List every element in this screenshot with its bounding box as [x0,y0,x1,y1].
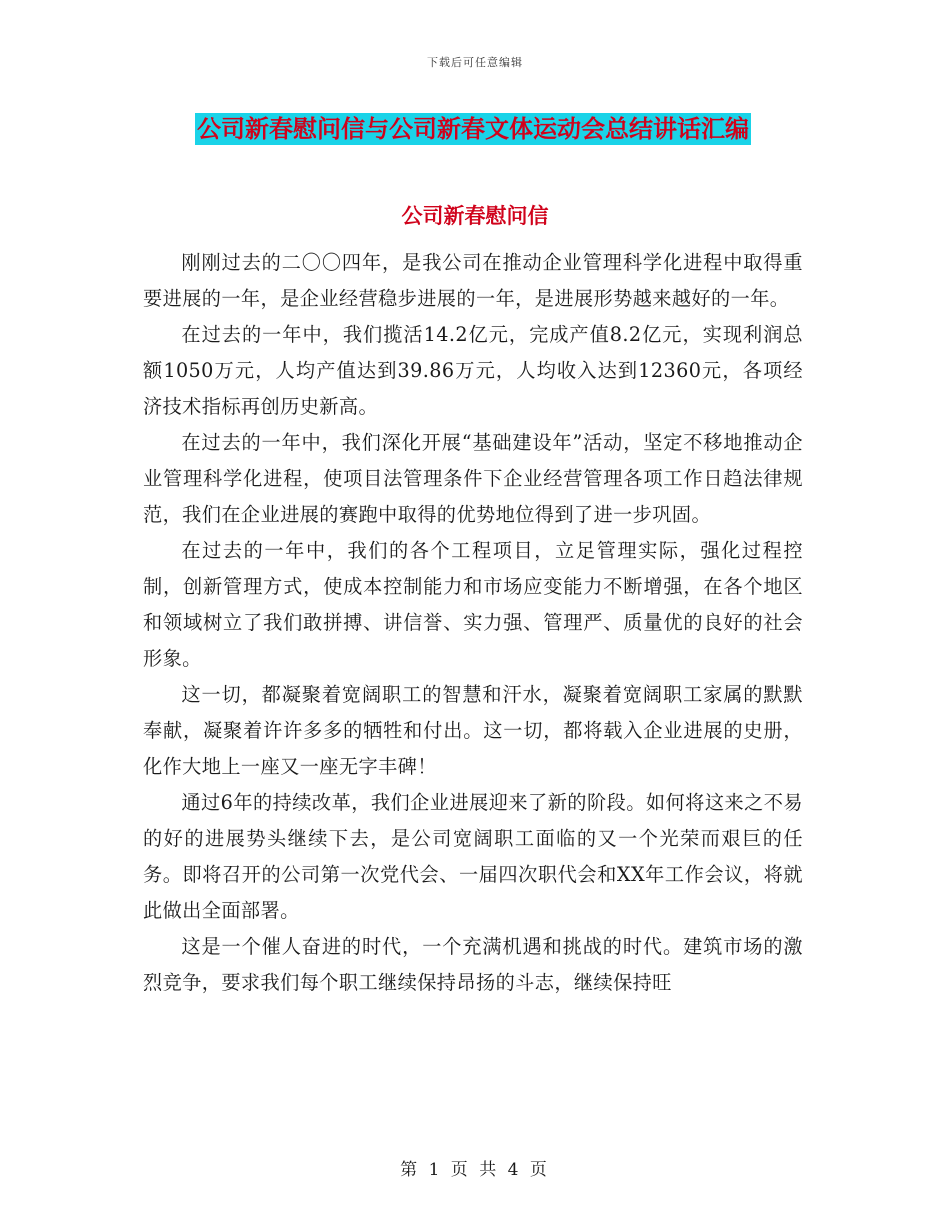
paragraph: 这一切，都凝聚着宽阔职工的智慧和汗水，凝聚着宽阔职工家属的默默奉献，凝聚着许许多多的牺牲和付出。这一切，都将载入企业进展的史册，化作大地上一座又一座无字丰碑！ [143,683,803,778]
paragraph: 在过去的一年中，我们的各个工程项目，立足管理实际，强化过程控制，创新管理方式，使成本控制能力和市场应变能力不断增强，在各个地区和领域树立了我们敢拼搏、讲信誉、实力强、管理严、质量优的良好的社会形象。 [143,539,803,670]
paragraph: 在过去的一年中，我们深化开展“基础建设年”活动，坚定不移地推动企业管理科学化进程，使项目法管理条件下企业经营管理各项工作日趋法律规范，我们在企业进展的赛跑中取得的优势地位得到了进一步巩固。 [143,431,803,526]
paragraph: 通过6年的持续改革，我们企业进展迎来了新的阶段。如何将这来之不易的好的进展势头继续下去，是公司宽阔职工面临的又一个光荣而艰巨的任务。即将召开的公司第一次党代会、一届四次职代会和XX年工作会议，将就此做出全面部署。 [143,791,803,922]
paragraph: 这是一个催人奋进的时代，一个充满机遇和挑战的时代。建筑市场的激烈竞争，要求我们每个职工继续保持昂扬的斗志，继续保持旺 [143,935,803,994]
paragraph: 刚刚过去的二〇〇四年，是我公司在推动企业管理科学化进程中取得重要进展的一年，是企业经营稳步进展的一年，是进展形势越来越好的一年。 [143,251,803,310]
section-title: 公司新春慰问信 [401,203,549,228]
header-note: 下载后可任意编辑 [427,56,523,69]
paragraph: 在过去的一年中，我们揽活14.2亿元，完成产值8.2亿元，实现利润总额1050万元，人均产值达到39.86万元，人均收入达到12360元，各项经济技术指标再创历史新高。 [143,323,803,418]
page-number-footer: 第 1 页 共 4 页 [400,1160,550,1180]
body-text [143,245,803,1001]
document-title: 公司新春慰问信与公司新春文体运动会总结讲话汇编 [197,114,749,143]
